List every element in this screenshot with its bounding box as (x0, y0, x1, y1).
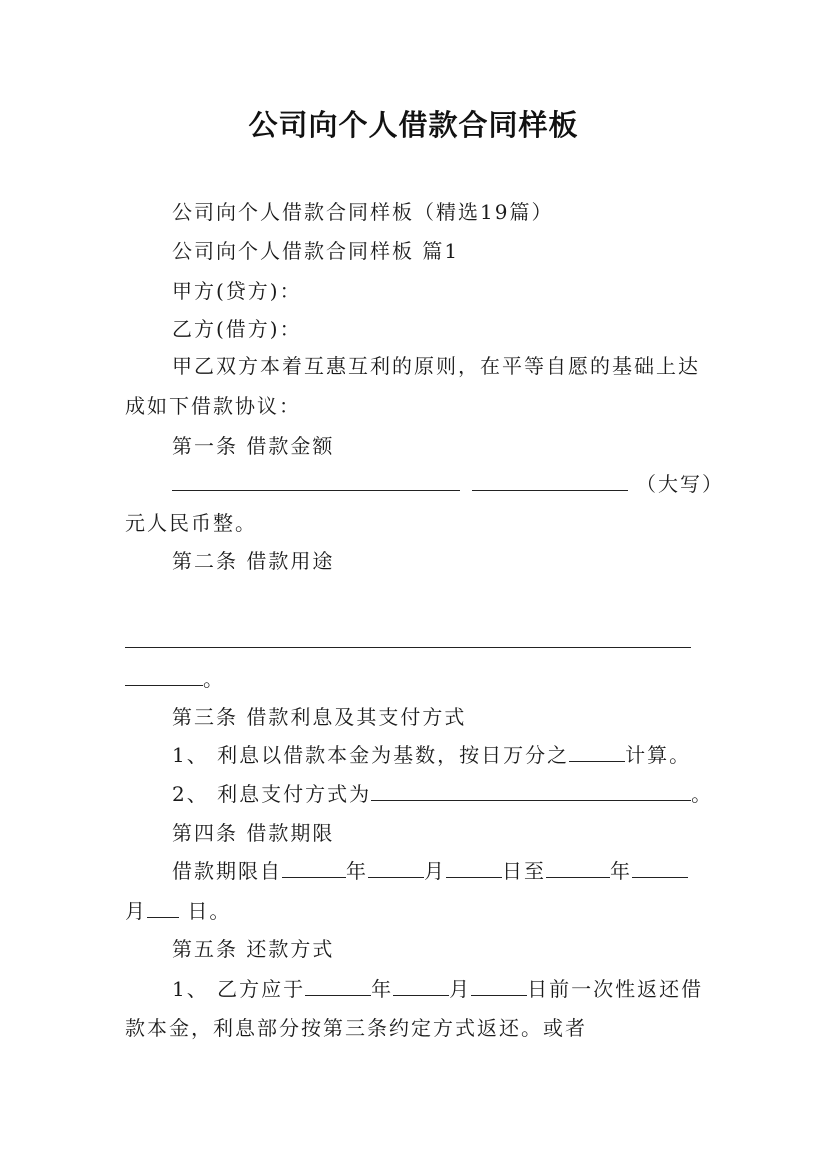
article3-title: 第三条 借款利息及其支付方式 (172, 705, 467, 729)
item-text: 乙方应于 (217, 977, 306, 1001)
end-day-blank (147, 897, 179, 918)
year-label: 年 (610, 859, 632, 883)
item-text-end: 计算。 (625, 743, 692, 767)
uppercase-note: （大写） (636, 472, 724, 496)
item-text: 利息支付方式为 (217, 782, 372, 806)
article3-item2 (172, 780, 713, 808)
repay-day-blank (471, 975, 527, 996)
article4-period-line1 (172, 857, 688, 885)
year-label: 年 (371, 977, 394, 1001)
repay-month-blank (393, 975, 449, 996)
party-a-label: 甲方(贷方)： (172, 279, 302, 303)
article2-title: 第二条 借款用途 (172, 549, 335, 573)
article5-title: 第五条 还款方式 (172, 937, 335, 961)
amount-blank-1 (172, 490, 460, 491)
article4-title: 第四条 借款期限 (172, 821, 335, 845)
repay-year-blank (305, 975, 371, 996)
rate-blank (569, 741, 625, 762)
end-year-blank (546, 857, 610, 878)
year-label: 年 (346, 859, 368, 883)
start-year-blank (282, 857, 346, 878)
item-period: 。 (691, 782, 714, 806)
amount-blank-2 (472, 490, 628, 491)
item-text-end: 日前一次性返还借 (527, 977, 704, 1001)
item-text: 利息以借款本金为基数，按日万分之 (217, 743, 570, 767)
start-day-blank (446, 857, 502, 878)
article1-title: 第一条 借款金额 (172, 434, 335, 458)
day-label: 日 (502, 859, 524, 883)
article3-item1 (172, 741, 691, 769)
section-heading: 公司向个人借款合同样板 篇1 (172, 239, 460, 263)
purpose-blank-1 (125, 647, 691, 648)
page-title: 公司向个人借款合同样板 (248, 108, 579, 142)
month-label: 月 (424, 859, 446, 883)
currency-text: 元人民币整。 (125, 511, 257, 535)
purpose-blank-2 (125, 685, 203, 686)
purpose-period: 。 (203, 667, 225, 691)
payment-method-blank (371, 780, 691, 801)
article5-item1-line2: 款本金，利息部分按第三条约定方式返还。或者 (125, 1016, 587, 1040)
end-month-blank (632, 857, 688, 878)
month-label: 月 (125, 899, 147, 923)
intro-paragraph-line1: 甲乙双方本着互惠互利的原则，在平等自愿的基础上达 (172, 354, 700, 378)
month-label: 月 (449, 977, 472, 1001)
article4-period-line2 (125, 897, 231, 925)
day-end-label: 日。 (187, 899, 232, 923)
document-subtitle: 公司向个人借款合同样板（精选19篇） (172, 200, 554, 224)
start-month-blank (368, 857, 424, 878)
article5-item1-line1 (172, 975, 703, 1003)
party-b-label: 乙方(借方)： (172, 317, 302, 341)
to-label: 至 (524, 859, 546, 883)
intro-paragraph-line2: 成如下借款协议： (125, 394, 301, 418)
item-number: 1、 (172, 743, 209, 767)
period-start-text: 借款期限自 (172, 859, 282, 883)
item-number: 1、 (172, 977, 209, 1001)
item-number: 2、 (172, 782, 209, 806)
